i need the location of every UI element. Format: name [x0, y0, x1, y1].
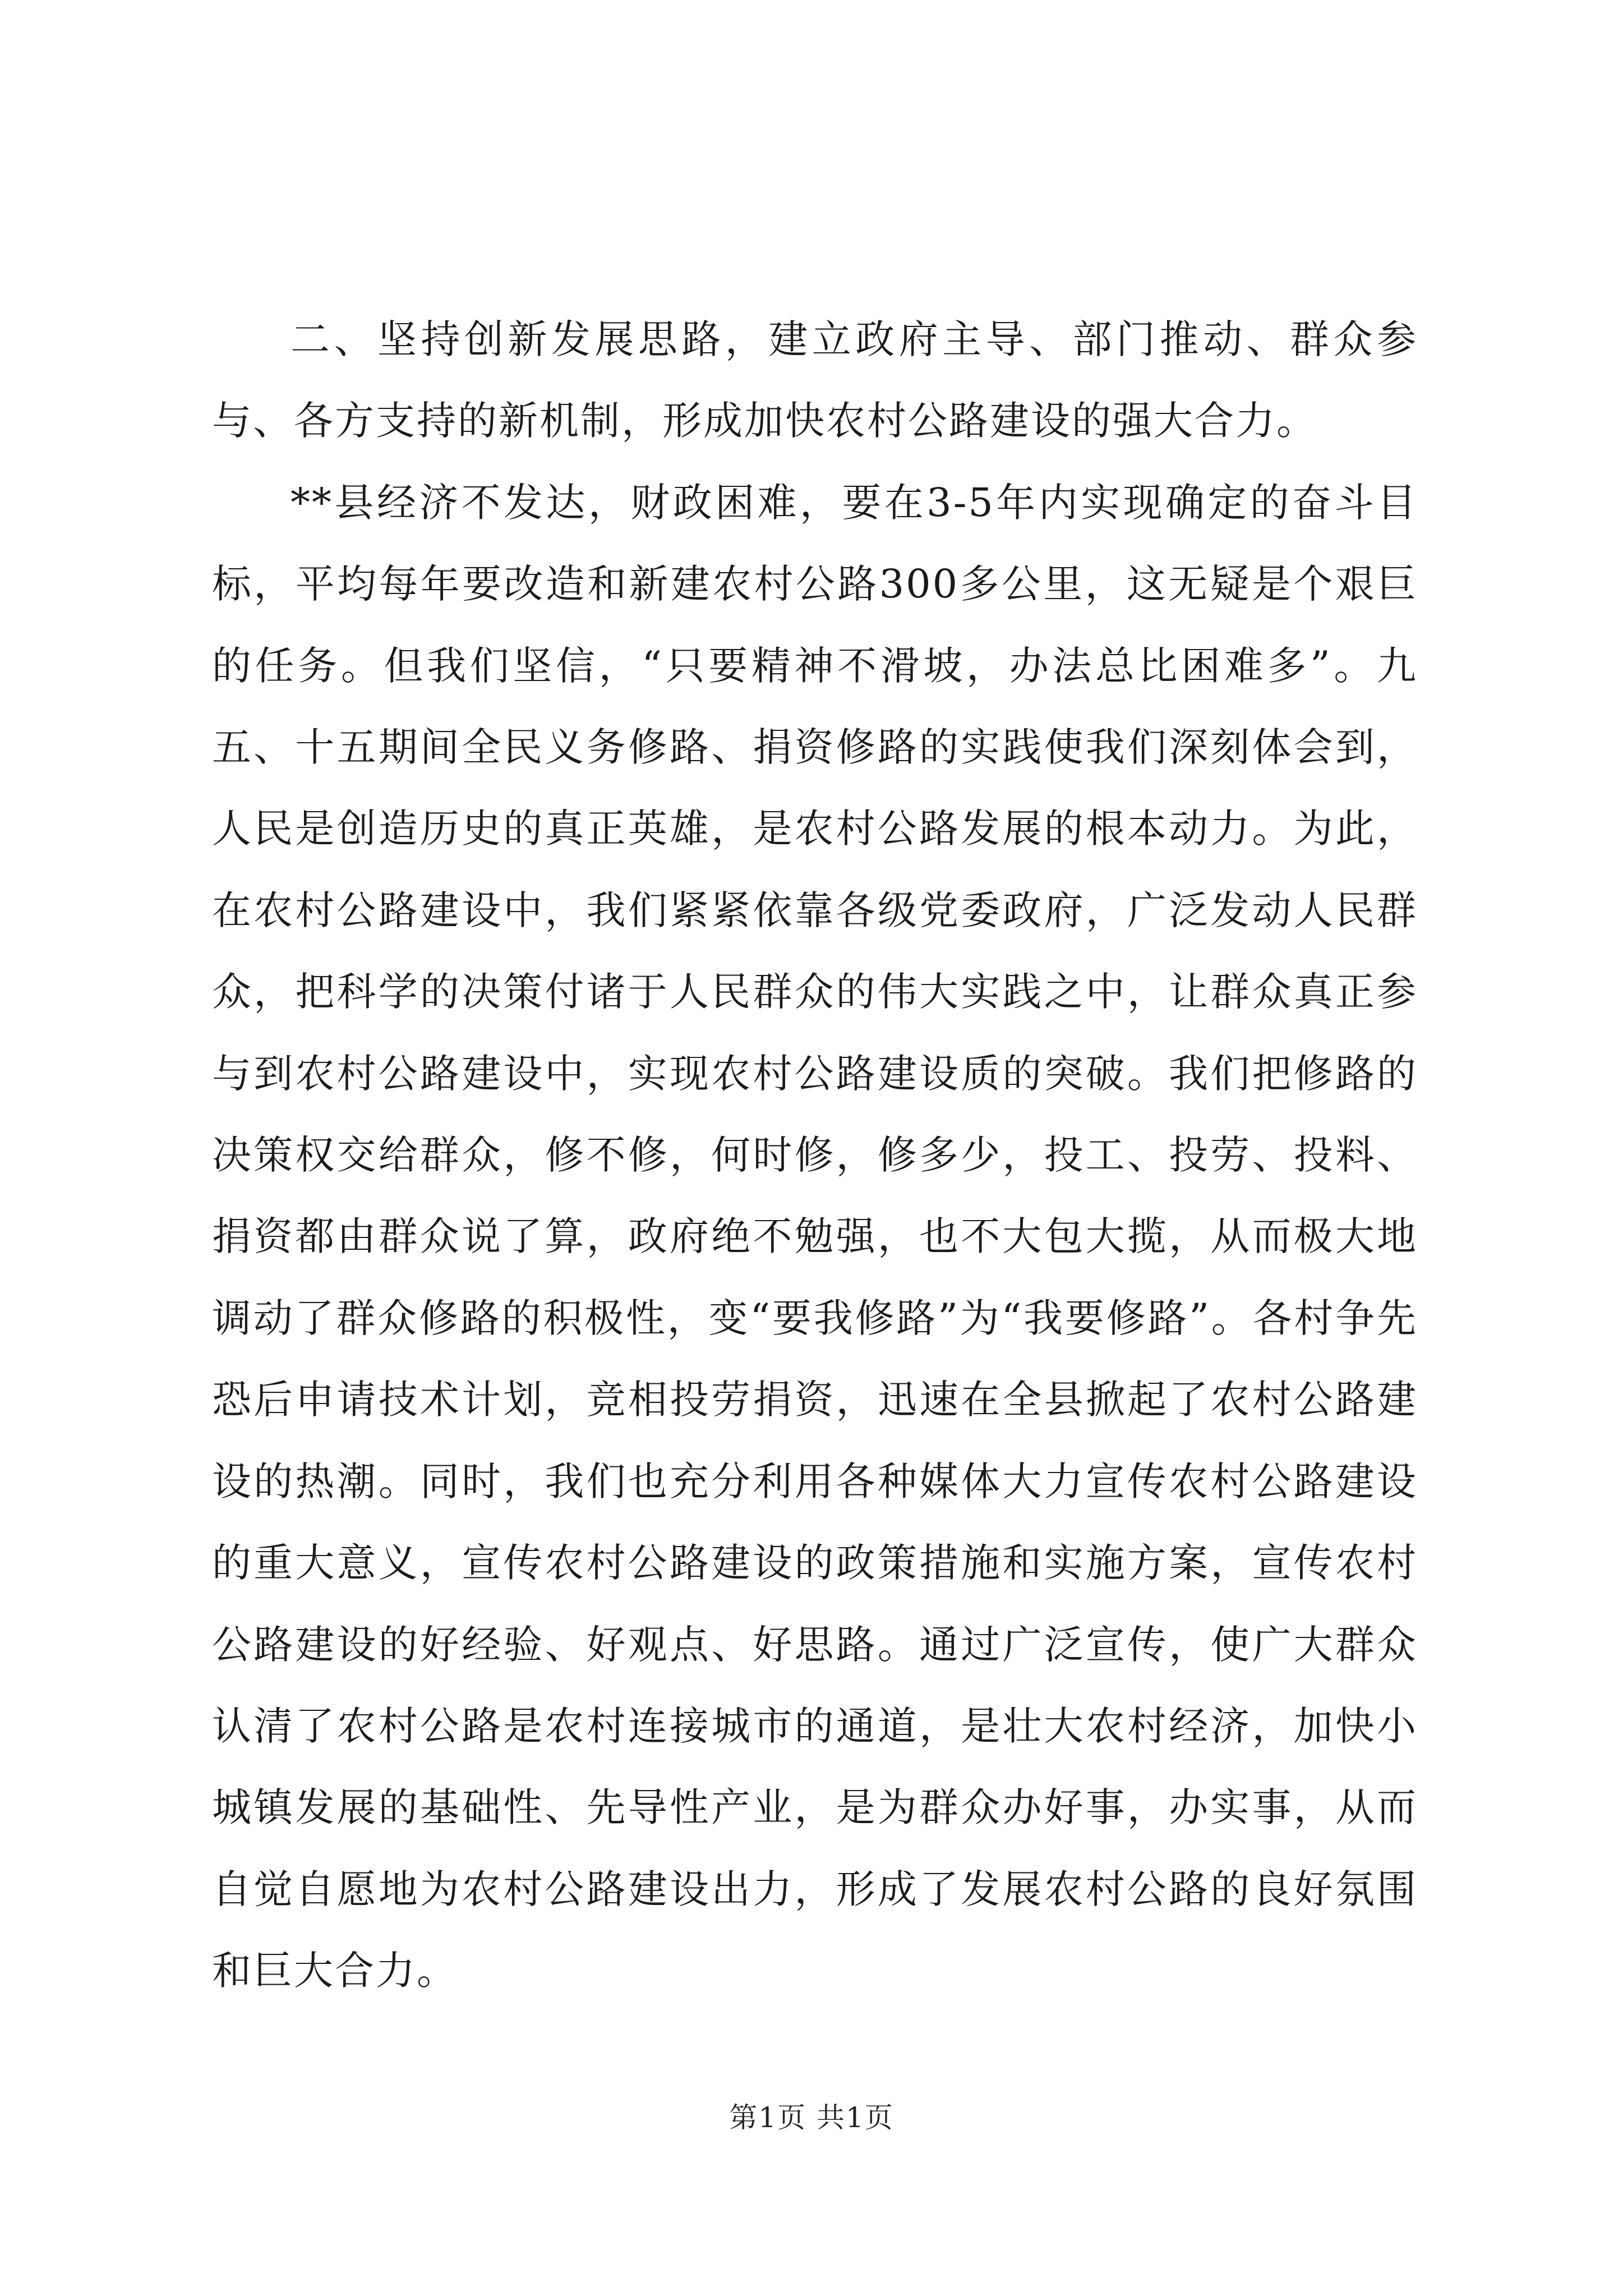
document-body: [212, 299, 1418, 2012]
paragraph-body: **县经济不发达，财政困难，要在3-5年内实现确定的奋斗目标，平均每年要改造和新建农村公路300多公里，这无疑是个艰巨的任务。但我们坚信，“只要精神不滑坡，办法总比困难多”。九五、十五期间全民义务修路、捐资修路的实践使我们深刻体会到，人民是创造历史的真正英雄，是农村公路发展的根本动力。为此，在农村公路建设中，我们紧紧依靠各级党委政府，广泛发动人民群众，把科学的决策付诸于人民群众的伟大实践之中，让群众真正参与到农村公路建设中，实现农村公路建设质的突破。我们把修路的决策权交给群众，修不修，何时修，修多少，投工、投劳、投料、捐资都由群众说了算，政府绝不勉强，也不大包大揽，从而极大地调动了群众修路的积极性，变“要我修路”为“我要修路”。各村争先恐后申请技术计划，竞相投劳捐资，迅速在全县掀起了农村公路建设的热潮。同时，我们也充分利用各种媒体大力宣传农村公路建设的重大意义，宣传农村公路建设的政策措施和实施方案，宣传农村公路建设的好经验、好观点、好思路。通过广泛宣传，使广大群众认清了农村公路是农村连接城市的通道，是壮大农村经济，加快小城镇发展的基础性、先导性产业，是为群众办好事，办实事，从而自觉自愿地为农村公路建设出力，形成了发展农村公路的良好氛围和巨大合力。: [212, 479, 1418, 1994]
paragraph-section-heading: 二、坚持创新发展思路，建立政府主导、部门推动、群众参与、各方支持的新机制，形成加快农村公路建设的强大合力。: [212, 316, 1418, 444]
page-footer: 第1页 共1页: [729, 2101, 894, 2134]
